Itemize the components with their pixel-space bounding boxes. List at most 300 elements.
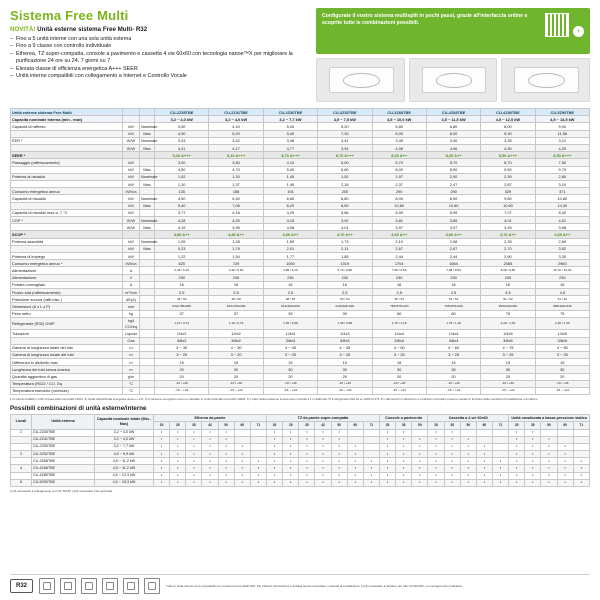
row-value: 3,35 [481,137,535,144]
row-value: 3,41 [318,137,372,144]
qr-code-icon[interactable] [545,13,569,37]
row-value: 4,10 [263,159,317,166]
row-unit: Gas [123,337,140,344]
compat-cell: • [299,436,315,443]
col-capacity: Capacità nominale totale (Min - Max) [95,415,154,429]
row-value: 3,10 [535,181,589,188]
row-value: 15 [535,359,589,366]
list-item: – Fino a 5 unità interne con una sola unità esterna [10,36,310,43]
compat-cell [347,429,363,436]
row-value: 7,68 / 8,50 [372,267,426,274]
col-outdoor: Unità esterna [32,415,95,429]
row-value: 8,00 [481,123,535,130]
row-value: 1/4x3 [318,330,372,337]
row-value: 1,37 [209,181,263,188]
row-label: Flusso aria (raffrescamento) [11,289,123,296]
row-value: 60 [372,310,426,317]
row-value: 4 ~ 45 [318,344,372,351]
compat-cell: • [396,465,412,472]
row-unit: W/W [123,217,140,224]
row-value: 30 [372,366,426,373]
compat-cell: • [299,465,315,472]
capacity-cell: 3,2 ~ 4,0 kW [95,436,154,443]
compat-cell: • [170,472,186,479]
compat-cell: • [557,451,573,458]
compat-cell [492,451,508,458]
table-row [11,296,590,303]
table-row [11,145,590,152]
row-value: 230 [372,274,426,281]
compat-cell [234,436,250,443]
compat-cell: • [476,458,492,465]
row-value: 4,30 [481,145,535,152]
row-value: 4,06 [372,145,426,152]
compat-cell: • [444,479,460,486]
compat-cell: • [299,443,315,450]
row-value: -15 ~ +24 [155,387,209,394]
size-header: 60 [557,422,573,429]
compat-cell: • [412,451,428,458]
row-value: 9,10 A+++ [209,152,263,159]
model-head: CU-2Z35TBE [155,109,209,116]
row-value: 1/4x3 [263,330,317,337]
compat-cell: • [266,472,282,479]
row-value: 1,45 / 0,98 [318,317,372,329]
row-value: -15 ~ +24 [426,387,480,394]
row-value: 2,01 [263,245,317,252]
rooms-cell [11,443,32,450]
row-value: 8,00 [372,195,426,202]
compat-cell: • [218,458,234,465]
row-label: Refrigerante (R32) GWP [11,317,123,329]
row-value: 795x875x320 [372,303,426,310]
compat-cell: • [331,436,347,443]
compat-cell: • [202,472,218,479]
row-value: 290 [426,188,480,195]
row-value: 8,42 [535,209,589,216]
row-value: 795x875x320 [426,303,480,310]
compat-cell [492,443,508,450]
nanoe-icon [60,578,76,594]
row-value: 1,10 / 0,74 [155,317,209,329]
model-cell: CU-4Z80TBE [32,472,95,479]
row-value: 30 [426,366,480,373]
size-header: 20 [266,422,282,429]
row-value: 3 ~ 25 [372,351,426,358]
compat-cell: • [412,436,428,443]
row-label: Alimentazione [11,274,123,281]
size-header: 71 [492,422,508,429]
row-value: 4,5 [535,289,589,296]
rooms-cell: 5 [11,479,32,486]
row-mode [140,351,155,358]
table-row [11,465,590,472]
promo-banner[interactable] [316,8,590,54]
row-unit: m [123,351,140,358]
row-value: 996x940x340 [535,303,589,310]
row-value: 37 [209,310,263,317]
row-value: 3,91 [318,145,372,152]
row-value: 6,80 [372,123,426,130]
compat-cell: • [379,443,395,450]
compat-cell: • [573,479,589,486]
row-value: 11,58 [535,130,589,137]
header-left [10,8,310,80]
row-value: 3,95 [209,224,263,231]
row-value: 7,07 [481,209,535,216]
row-value: 2,47 [426,181,480,188]
row-value: 5,20 [209,130,263,137]
capacity-cell: 4,5 ~ 9,9 kW [95,451,154,458]
compat-cell: • [379,458,395,465]
row-value: 3,98 [535,224,589,231]
compat-cell: • [492,479,508,486]
compat-cell: • [331,429,347,436]
row-value: 4,50 [155,166,209,173]
compat-cell: • [170,458,186,465]
table-row [11,281,590,288]
col-etherea: Etherea da parete [154,415,267,422]
compat-cell: • [283,458,299,465]
row-value: 3,50 [155,123,209,130]
row-value: 6,60 [318,166,372,173]
row-value: 4,20 [209,217,263,224]
row-value: 10,60 [481,202,535,209]
compat-cell: • [428,465,444,472]
compat-cell: • [541,458,557,465]
row-value: 1,22 [155,253,209,260]
row-value: 3,77 [155,209,209,216]
row-label: Quantità aggiuntiva di gas [11,373,123,380]
row-unit: A [123,281,140,288]
table-row [11,166,590,173]
rooms-cell [11,458,32,465]
row-value: -15 ~ +24 [535,387,589,394]
row-value: 230 [209,274,263,281]
row-value: 1,59 [263,238,317,245]
row-value: 75 [535,310,589,317]
row-value: 30 [263,366,317,373]
outdoor-unit-image [409,58,498,102]
row-mode [140,296,155,303]
model-cell: CU-5Z90TBE [32,479,95,486]
size-header: 71 [250,422,266,429]
compat-cell: • [170,429,186,436]
capacity-label: Capacità nominale interna (min - max) [11,116,123,123]
row-value: 9,10 A+++ [155,152,209,159]
specifications-table [10,108,590,395]
row-value: 4,50 [155,130,209,137]
row-value: 4 ~ 75 [481,344,535,351]
row-value: 16 [318,281,372,288]
row-unit: kW [123,123,140,130]
row-value: -15 ~ +24 [372,387,426,394]
row-value: 329 [481,188,535,195]
compat-cell: • [541,443,557,450]
compat-cell [234,429,250,436]
row-value: 5,99 [426,209,480,216]
row-value: 20 [155,373,209,380]
row-value: 6,70 [481,159,535,166]
row-label [11,224,123,231]
row-label: Pressione sonora (raffr./risc.) [11,296,123,303]
compat-cell: • [299,479,315,486]
row-value: 3,81 [372,217,426,224]
compat-cell: • [492,465,508,472]
compat-cell: • [315,451,331,458]
row-value: 3,43 [155,137,209,144]
table-row [11,373,590,380]
footer-note: Tutte le unità interne sono compatibili con il sistema Free Multi R32. Per ulteriori informazioni e dettagli tecnici consultare i manuali di installazione. (1) È necessario il riduttore per tubi CZ-MA2PA. Le immagini sono indicative. [166,583,463,588]
row-value: 4,08 [263,224,317,231]
row-value: 3,97 [372,224,426,231]
compat-cell: • [460,479,476,486]
compat-cell [557,436,573,443]
row-value: 3,42 [209,137,263,144]
row-unit: kg/t CO2eq [123,317,140,329]
compat-cell: • [428,443,444,450]
wifi-icon [39,578,55,594]
compat-cell: • [509,436,525,443]
row-value: 39 [263,310,317,317]
row-value: 15 [372,359,426,366]
row-value: 2,20 / 1,49 [481,317,535,329]
row-value: 8,70 A+++ [263,152,317,159]
compat-cell: • [283,451,299,458]
row-mode [140,152,155,159]
list-item: – Fino a 9 classe con controllo individuale [10,43,310,50]
row-value: 9,00 [535,123,589,130]
row-value: 8,60 / 9,50 [481,267,535,274]
compat-cell: • [315,465,331,472]
row-value: 15 [481,359,535,366]
compat-cell: • [266,479,282,486]
row-value: 371 [535,188,589,195]
row-value: 5,00 [318,159,372,166]
combinations-title: Possibili combinazioni di unità esterne/interne [10,405,147,413]
row-value: 51 / 52 [481,296,535,303]
combinations-table [10,414,590,487]
row-value: 2,16 [318,181,372,188]
compat-cell: • [154,429,170,436]
row-value: 10,60 [372,202,426,209]
row-unit: V [123,274,140,281]
row-mode: Max [140,202,155,209]
row-value: 619x824x299 [318,303,372,310]
table-footnotes: 1) Il calcolo di EER e COP si basa sulla norma EN 14511. 2) Scala dell'etichetta energetica da A+++ a D. 3) Il consumo energetico annuo è calcolato in conformità alla norma EN 14825. 4) I valori della pressione sonora sono misurati a 1 m dall'unità. 5) Il refrigerante R32 ha un GWP di 675. 6) I dati tecnici si riferiscono a condizioni nominali e possono variare in funzione delle condizioni d'installazione e di utilizzo. [10,397,539,402]
compat-cell: • [170,443,186,450]
size-header: 50 [412,422,428,429]
row-value: 2,00 [426,173,480,180]
row-mode [140,281,155,288]
chevron-right-icon[interactable]: › [573,26,584,37]
compat-cell: • [541,436,557,443]
outdoor-unit-image [501,58,590,102]
row-value: 16 [481,281,535,288]
row-label [11,166,123,173]
row-value: 10,70 / 10,40 [535,267,589,274]
row-value: 8,20 A++ [372,152,426,159]
row-label: Potenza di impiego [11,253,123,260]
quiet-icon [123,578,139,594]
compat-cell: • [331,458,347,465]
compat-cell: • [250,479,266,486]
row-value: 1,28 [209,238,263,245]
row-value: 4,80 A++ [209,231,263,238]
row-value: 3,30 [535,253,589,260]
row-value: -10 / +46 [155,380,209,387]
size-header: 35 [186,422,202,429]
rooms-cell: 3 [11,451,32,458]
row-mode [140,209,155,216]
size-header: 35 [525,422,541,429]
compat-cell: • [509,472,525,479]
size-header: 71 [573,422,589,429]
row-unit: g/m [123,373,140,380]
table-row [11,429,590,436]
row-label: COP * [11,217,123,224]
row-unit: kW [123,181,140,188]
row-value: 3 ~ 25 [535,351,589,358]
compat-cell: • [186,465,202,472]
capacity-cell: 4,5 ~ 11,2 kW [95,465,154,472]
table-row [11,209,590,216]
compat-cell [476,436,492,443]
row-value: 542x780x289 [209,303,263,310]
compat-cell [557,429,573,436]
compat-cell: • [347,458,363,465]
row-unit: kW [123,159,140,166]
compat-cell: • [460,472,476,479]
row-value: 16 [209,281,263,288]
table-row [11,137,590,144]
row-value: 5,40 [263,130,317,137]
row-value: 16 [426,281,480,288]
capacity-value: 4,5 ~ 7,5 kW [318,116,372,123]
compat-cell: • [315,479,331,486]
row-value: 4,10 [209,123,263,130]
compat-cell: • [573,472,589,479]
row-value: 2,10 [372,238,426,245]
row-value: 5,66 [318,209,372,216]
row-label: Capacità di riscaldo max a -7 °C [11,209,123,216]
compat-cell: • [476,451,492,458]
compat-cell: • [250,458,266,465]
row-unit: kg [123,310,140,317]
row-value: 2,67 [426,245,480,252]
row-value: 995x940x340 [481,303,535,310]
compat-cell [250,429,266,436]
compat-cell [573,436,589,443]
capacity-cell: 4,5 ~ 11,2 kW [95,458,154,465]
compat-cell: • [315,458,331,465]
row-value: 7,30 [318,130,372,137]
row-value: 5,40 [263,166,317,173]
row-unit [123,231,140,238]
compat-cell: • [428,479,444,486]
row-value: 15 [155,359,209,366]
compat-cell: • [315,443,331,450]
energy-icon [102,578,118,594]
row-value: 1,77 [263,253,317,260]
compat-cell: • [154,451,170,458]
compat-cell: • [266,443,282,450]
row-value: 37 [155,310,209,317]
compat-cell: • [460,443,476,450]
row-value: 4,70 [209,166,263,173]
row-value: -10 / +46 [481,380,535,387]
row-value: 4,01 [535,217,589,224]
row-unit: m [123,359,140,366]
row-value: 1/4x5 [481,330,535,337]
row-value: 729 [209,260,263,267]
compat-cell: • [396,429,412,436]
row-mode [140,310,155,317]
row-value: 8,50 A+++ [481,152,535,159]
row-unit: W/W [123,137,140,144]
row-unit: kW [123,166,140,173]
row-mode: Max [140,130,155,137]
compat-cell: • [347,465,363,472]
row-value: 20 [209,373,263,380]
model-cell: CU-2Z41TBE [32,436,95,443]
row-mode [140,359,155,366]
compat-cell: • [218,479,234,486]
row-unit: kW [123,130,140,137]
size-header: 25 [379,422,395,429]
row-value: -10 / +46 [209,380,263,387]
row-unit: A [123,267,140,274]
table-row [11,330,590,337]
compat-cell [250,443,266,450]
header [10,8,590,102]
compat-cell: • [283,429,299,436]
size-header: 60 [476,422,492,429]
row-value: 2,5 [318,289,372,296]
row-value: 15 [263,359,317,366]
app-icon [144,578,160,594]
row-value: 3/8x3 [263,337,317,344]
compat-cell: • [234,451,250,458]
compat-cell: • [170,436,186,443]
size-header: 20 [154,422,170,429]
row-value: 2,49 / 6,16 [155,267,209,274]
row-label [11,337,123,344]
row-unit: dB(A) [123,296,140,303]
col-console: Console a pavimento [379,415,427,422]
row-mode [140,231,155,238]
row-value: 48 / 50 [209,296,263,303]
row-value: 1,10 [155,181,209,188]
row-value: 20 [155,366,209,373]
row-value: 4,60 A++ [535,231,589,238]
row-value: 9,60 [481,195,535,202]
row-value: 3 ~ 20 [155,351,209,358]
compat-cell [492,429,508,436]
list-item: – Etherea, TZ super-compatta, console a pavimento e cassetta 4 vie 60x60 con tecnologia nanoe™X per migliorare la purificazione 24 ore su 24, 7 giorni su 7 [10,51,310,66]
row-value: 1/4x2 [155,330,209,337]
table-row [11,380,590,387]
row-value: 20 [263,373,317,380]
compat-cell: • [509,451,525,458]
list-item: – Elevata classe di efficienza energetica A+++ SEER [10,66,310,73]
row-label: SCOP * [11,231,123,238]
compat-cell: • [331,472,347,479]
row-label: Tubazioni [11,330,123,337]
row-label: Lunghezza dei tubi senza ricarica [11,366,123,373]
table-row [11,245,590,252]
table-row [11,152,590,159]
